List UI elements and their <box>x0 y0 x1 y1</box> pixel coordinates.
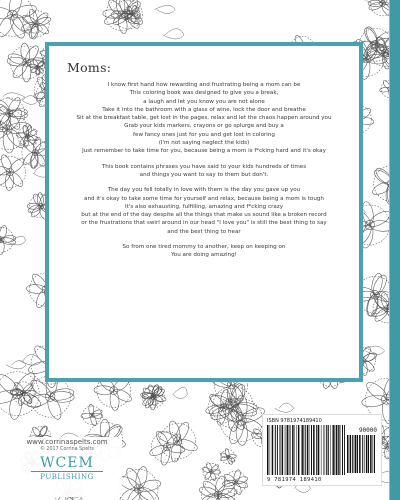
blurb-paragraph-4 <box>67 243 341 260</box>
price-code: 90000 <box>358 427 377 434</box>
publisher-logo <box>31 455 103 489</box>
blurb-line: Grab your kids markers, crayons or go splurge and buy a <box>124 123 284 130</box>
blurb-line: and it's okay to take some time for yourself and relax, because being a mom is tough <box>84 195 324 202</box>
logo-wordmark: WCEM <box>40 455 94 471</box>
blurb-line: but at the end of the day despite all the things that make us sound like a broken record <box>81 212 327 219</box>
blurb-line: I know first hand how rewarding and frustrating being a mom can be <box>107 82 301 88</box>
blurb-heading: Moms: <box>67 60 112 75</box>
blurb-line: So from one tired mommy to another, keep on keeping on <box>122 244 286 251</box>
isbn-label: ISBN 9781974189410 <box>267 418 322 424</box>
blurb-line: few fancy ones just for you and get lost in coloring <box>133 131 275 138</box>
blurb-line: and the best thing to hear <box>167 228 241 235</box>
blurb-line: or the frustrations that swirl around in our head "I love you" is still the best thing to say <box>81 220 327 227</box>
isbn-number: 9 781974 189410 <box>267 477 322 483</box>
blurb-line: Just remember to take time for you, because being a mom is f*cking hard and it's okay <box>82 148 326 155</box>
publisher-block <box>12 437 122 497</box>
addon-barcode <box>347 435 375 473</box>
website-link[interactable]: www.corrinaspelts.com <box>26 438 108 446</box>
blurb-line: The day you fell totally in love with them is the day you gave up you <box>107 187 301 194</box>
blurb-line: You are doing amazing! <box>171 252 237 259</box>
blurb-line: Sit at the breakfast table, get lost in the pages, relax and let the chaos happen around you <box>76 115 332 122</box>
barcode-block <box>262 414 382 486</box>
spine-stripe <box>390 0 400 500</box>
blurb-paragraph-3 <box>67 186 341 236</box>
blurb-paragraph-2 <box>67 163 341 180</box>
blurb-line: This book contains phrases you have said to your kids hundreds of times <box>101 163 307 170</box>
blurb-line: It's also exhausting, fulfilling, amazing and f*cking crazy <box>124 203 284 210</box>
blurb-paragraph-1 <box>67 81 341 156</box>
blurb-line: a laugh and let you know you are not alone <box>143 98 265 105</box>
blurb-line: This coloring book was designed to give you a break, <box>129 90 279 97</box>
logo-subtitle: PUBLISHING <box>31 471 103 482</box>
blurb-line: (I'm not saying neglect the kids) <box>158 140 250 147</box>
blurb-panel <box>45 42 363 382</box>
copyright-text: © 2017 Corrina Spelts <box>40 447 94 452</box>
blurb-line: Take it into the bathroom with a glass of wine, lock the door and breathe <box>102 106 306 113</box>
ean-barcode <box>267 425 345 475</box>
blurb-line: and things you want to say to them but don't. <box>139 171 269 178</box>
